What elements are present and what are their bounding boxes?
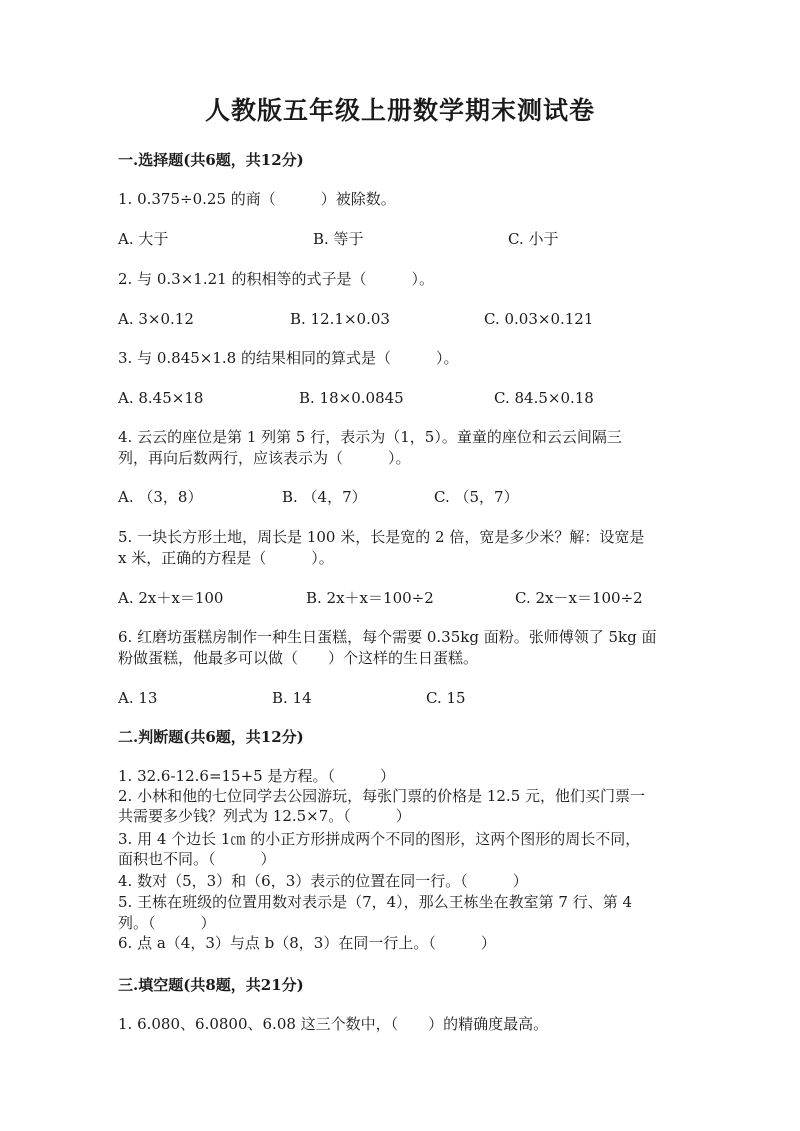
question-6-line-2: 粉做蛋糕，他最多可以做（ ）个这样的生日蛋糕。 xyxy=(118,649,479,667)
judgment-line: 列。（ ） xyxy=(118,914,216,932)
fill-question-1-text: 1. 6.080、6.0800、6.08 这三个数中，（ ）的精确度最高。 xyxy=(118,1015,549,1033)
question-3-option-c: C. 84.5×0.18 xyxy=(494,389,594,407)
section-heading-judgment: 二.判断题(共6题，共12分) xyxy=(118,728,304,746)
judgment-line: 4. 数对（5，3）和（6，3）表示的位置在同一行。（ ） xyxy=(118,872,528,890)
question-3-option-a: A. 8.45×18 xyxy=(118,389,204,407)
question-3-option-b: B. 18×0.0845 xyxy=(299,389,404,407)
question-1-option-c: C. 小于 xyxy=(508,230,559,248)
judgment-line: 1. 32.6-12.6=15+5 是方程。（ ） xyxy=(118,767,395,785)
question-5-option-c: C. 2x－x＝100÷2 xyxy=(515,589,643,607)
question-4-option-a: A. （3，8） xyxy=(118,488,203,506)
question-2-text: 2. 与 0.3×1.21 的积相等的式子是（ ）。 xyxy=(118,270,434,288)
question-6-option-b: B. 14 xyxy=(272,689,312,707)
question-1-option-a: A. 大于 xyxy=(118,230,169,248)
question-2-option-c: C. 0.03×0.121 xyxy=(484,310,594,328)
page-title: 人教版五年级上册数学期末测试卷 xyxy=(204,96,595,125)
section-heading-choice: 一.选择题(共6题，共12分) xyxy=(118,151,304,169)
question-6-line-1: 6. 红磨坊蛋糕房制作一种生日蛋糕，每个需要 0.35kg 面粉。张师傅领了 5kg 面 xyxy=(118,628,657,646)
question-5-option-a: A. 2x＋x＝100 xyxy=(118,589,224,607)
question-5-line-2: x 米，正确的方程是（ ）。 xyxy=(118,549,334,567)
question-6-option-c: C. 15 xyxy=(426,689,466,707)
judgment-line: 面积也不同。（ ） xyxy=(118,850,276,868)
section-heading-fill: 三.填空题(共8题，共21分) xyxy=(118,976,304,994)
judgment-line: 5. 王栋在班级的位置用数对表示是（7，4），那么王栋坐在教室第 7 行、第 4 xyxy=(118,893,633,911)
question-2-option-a: A. 3×0.12 xyxy=(118,310,194,328)
judgment-line: 2. 小林和他的七位同学去公园游玩，每张门票的价格是 12.5 元，他们买门票一 xyxy=(118,787,646,805)
question-4-option-b: B. （4，7） xyxy=(282,488,367,506)
question-5-option-b: B. 2x＋x＝100÷2 xyxy=(306,589,434,607)
question-1-text: 1. 0.375÷0.25 的商（ ）被除数。 xyxy=(118,190,396,208)
question-5-line-1: 5. 一块长方形土地，周长是 100 米，长是宽的 2 倍，宽是多少米？解：设宽是 xyxy=(118,528,645,546)
judgment-line: 6. 点 a（4，3）与点 b（8，3）在同一行上。（ ） xyxy=(118,934,496,952)
question-1-option-b: B. 等于 xyxy=(313,230,364,248)
question-4-line-2: 列，再向后数两行，应该表示为（ ）。 xyxy=(118,449,411,467)
judgment-line: 共需要多少钱？列式为 12.5×7。（ ） xyxy=(118,807,411,825)
question-4-option-c: C. （5，7） xyxy=(434,488,519,506)
question-3-text: 3. 与 0.845×1.8 的结果相同的算式是（ ）。 xyxy=(118,349,459,367)
question-6-option-a: A. 13 xyxy=(118,689,158,707)
question-4-line-1: 4. 云云的座位是第 1 列第 5 行，表示为（1，5）。童童的座位和云云间隔三 xyxy=(118,428,622,446)
judgment-line: 3. 用 4 个边长 1㎝ 的小正方形拼成两个不同的图形，这两个图形的周长不同， xyxy=(118,830,641,848)
question-2-option-b: B. 12.1×0.03 xyxy=(290,310,390,328)
